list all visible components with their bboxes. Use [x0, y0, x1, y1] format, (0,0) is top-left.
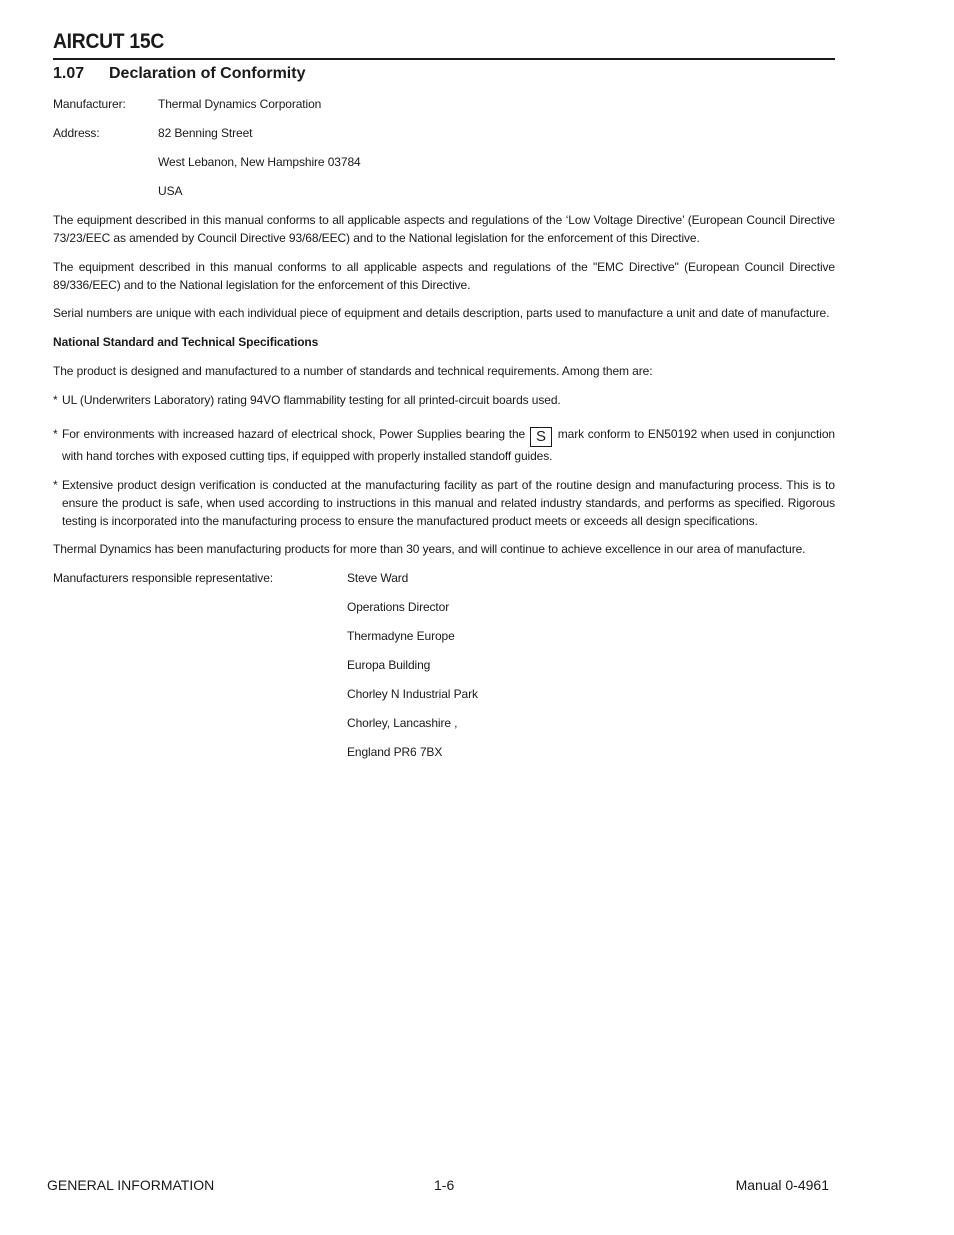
emc-paragraph: The equipment described in this manual conforms to all applicable aspects and regulations of the "EMC Directive" (European Council Directive 89/336/EEC) and to the National legislation for the enforcement of this Directive.: [53, 260, 835, 292]
manufacturer-label: Manufacturer:: [53, 97, 126, 111]
lvd-paragraph: The equipment described in this manual conforms to all applicable aspects and regulations of the ‘Low Voltage Directive’ (European Council Directive 73/23/EEC as amended by Council Directive 93/68/EEC) and to the National legislation for the enforcement of this Directive.: [53, 213, 835, 245]
bullet-text-after: mark conform to EN50192 when used in conjunction with hand torches with exposed cutting tips, if equipped with properly installed standoff guides.: [62, 427, 835, 463]
serial-paragraph: Serial numbers are unique with each individual piece of equipment and details description, parts used to manufacture a unit and date of manufacture.: [53, 306, 830, 320]
bullet-star: *: [53, 427, 58, 441]
footer-page-number: 1-6: [434, 1177, 455, 1193]
bullet-text: Extensive product design verification is conducted at the manufacturing facility as part of the routine design and manufacturing process. This is to ensure the product is safe, when used according to instructions in this manual and related industry standards, and performs as specified. Rigorous testing is incorporated into the manufacturing process to ensure the manufactured product meets or exceeds all design specifications.: [62, 478, 835, 528]
address-row: [53, 153, 835, 182]
footer-manual-number: Manual 0-4961: [735, 1177, 829, 1193]
closing-paragraph: Thermal Dynamics has been manufacturing products for more than 30 years, and will continue to achieve excellence in our area of manufacture.: [53, 542, 806, 556]
address-label: Address:: [53, 126, 100, 140]
address-line: West Lebanon, New Hampshire 03784: [158, 155, 361, 169]
standards-heading: National Standard and Technical Specifications: [53, 335, 319, 349]
representative-line: England PR6 7BX: [347, 745, 443, 759]
address-line: 82 Benning Street: [158, 126, 253, 140]
standards-intro: The product is designed and manufactured to a number of standards and technical requirements. Among them are:: [53, 364, 653, 378]
document-title: AIRCUT 15C: [53, 30, 165, 53]
manufacturer-row: [53, 95, 835, 124]
address-row: [53, 124, 835, 153]
header-rule: [53, 58, 835, 60]
s-mark-icon: S: [530, 427, 552, 447]
standards-bullet: [53, 425, 835, 465]
representative-lines: [347, 569, 478, 772]
declaration-body: [53, 95, 835, 772]
representative-line: Chorley, Lancashire ,: [347, 716, 458, 730]
section-heading: [53, 64, 835, 84]
manufacturer-block: [53, 95, 835, 211]
standards-bullet: [53, 391, 835, 409]
bullet-text: UL (Underwriters Laboratory) rating 94VO flammability testing for all printed-circuit boards used.: [62, 393, 561, 407]
bullet-text-before: For environments with increased hazard of electrical shock, Power Supplies bearing the: [62, 427, 526, 441]
standards-bullet: [53, 476, 835, 530]
representative-line: Operations Director: [347, 600, 450, 614]
representative-line: Europa Building: [347, 658, 431, 672]
representative-line: Steve Ward: [347, 571, 409, 585]
representative-line: Chorley N Industrial Park: [347, 687, 478, 701]
section-title: Declaration of Conformity: [109, 65, 306, 82]
footer-section: GENERAL INFORMATION: [47, 1177, 215, 1193]
representative-block: [53, 569, 835, 772]
document-page: [53, 30, 835, 772]
bullet-star: *: [53, 478, 58, 492]
representative-label: Manufacturers responsible representative:: [53, 571, 274, 585]
section-number: 1.07: [53, 65, 85, 82]
representative-line: Thermadyne Europe: [347, 629, 455, 643]
address-line: USA: [158, 184, 183, 198]
address-row: [53, 182, 835, 211]
bullet-star: *: [53, 393, 58, 407]
manufacturer-value: Thermal Dynamics Corporation: [158, 97, 322, 111]
bullet-text: [62, 425, 835, 465]
